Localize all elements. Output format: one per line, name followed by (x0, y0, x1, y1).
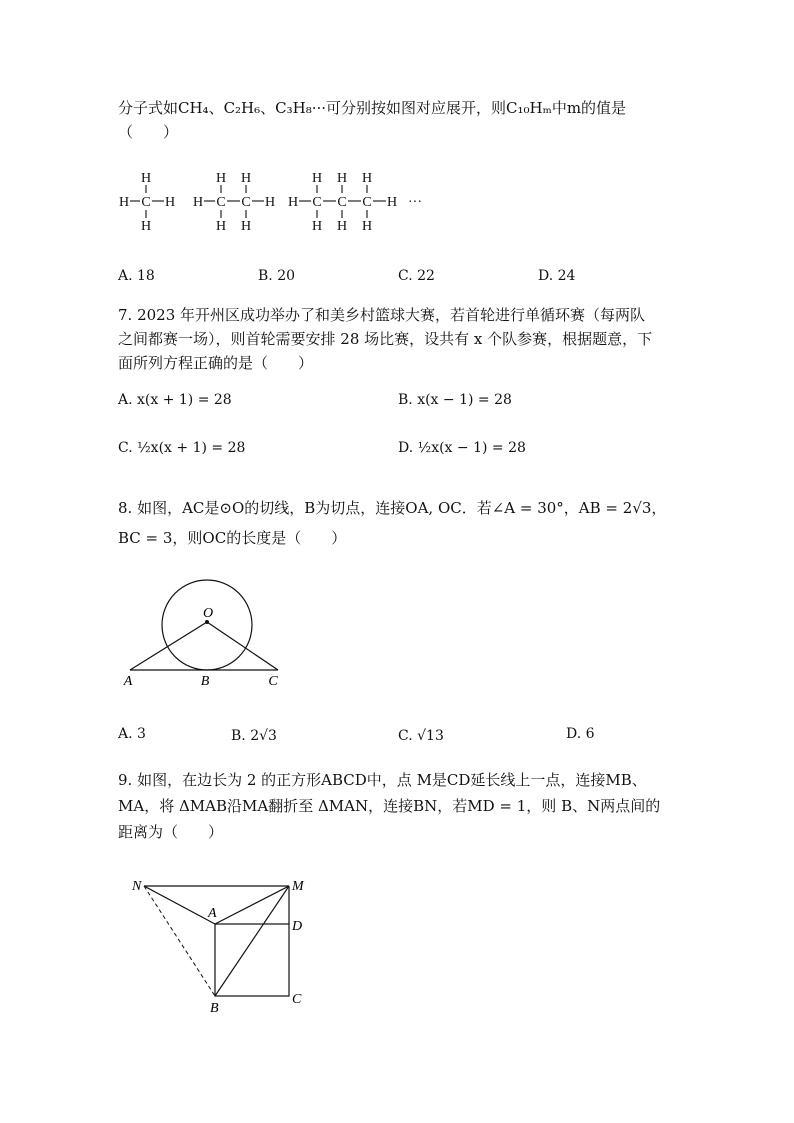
q9-square-fold-diagram (118, 872, 318, 1022)
q8-line1: 8. 如图，AC是⊙O的切线，B为切点，连接OA, OC．若∠A = 30°，AB = 2√3， (118, 499, 667, 517)
q7-option-d[interactable]: D. ½x(x − 1) = 28 (398, 440, 526, 456)
mol3-h-bot2: H (336, 219, 348, 234)
mol3-ellipsis: ··· (408, 195, 422, 210)
segment-ma (215, 886, 289, 924)
q8-line2: BC = 3，则OC的长度是（ ） (118, 529, 347, 547)
q7-line1: 7. 2023 年开州区成功举办了和美乡村篮球大赛，若首轮进行单循环赛（每两队 (118, 306, 646, 324)
label-b: B (210, 1001, 219, 1016)
mol3-h-top3: H (361, 171, 373, 186)
mol3-h-left: H (287, 195, 299, 210)
label-a: A (123, 674, 133, 689)
label-o: O (202, 606, 214, 621)
mol1-h-top: H (140, 171, 152, 186)
mol3-h-top2: H (336, 171, 348, 186)
label-m: M (292, 879, 304, 894)
segment-na (144, 886, 215, 924)
mol2-c1: C (216, 195, 226, 210)
mol2-h-bot2: H (240, 219, 252, 234)
q9-line1: 9. 如图，在边长为 2 的正方形ABCD中，点 M是CD延长线上一点，连接MB、 (118, 771, 647, 789)
label-d: D (292, 919, 303, 934)
q7-option-c[interactable]: C. ½x(x + 1) = 28 (118, 440, 246, 456)
q7-option-a[interactable]: A. x(x + 1) = 28 (118, 392, 232, 408)
q7-option-b[interactable]: B. x(x − 1) = 28 (398, 392, 512, 408)
q8-option-a[interactable]: A. 3 (118, 726, 146, 742)
square-abcd (215, 924, 289, 996)
q6-option-d[interactable]: D. 24 (538, 268, 576, 284)
label-c: C (268, 674, 278, 689)
label-c: C (292, 992, 302, 1007)
mol3-c1: C (312, 195, 322, 210)
q6-molecule-diagram (112, 166, 432, 238)
q6-option-a[interactable]: A. 18 (118, 268, 155, 284)
q8-option-b[interactable]: B. 2√3 (231, 728, 277, 744)
q8-tangent-diagram (110, 572, 310, 692)
q7-line2: 之间都赛一场），则首轮需要安排 28 场比赛，设共有 x 个队参赛，根据题意，下 (118, 330, 653, 348)
label-a: A (208, 906, 217, 921)
mol2-h-left: H (192, 195, 204, 210)
q7-line3: 面所列方程正确的是（ ） (118, 354, 314, 372)
mol1-c: C (141, 195, 151, 210)
q6-option-c[interactable]: C. 22 (398, 268, 435, 284)
mol1-h-right: H (164, 195, 176, 210)
mol2-h-top1: H (215, 171, 227, 186)
mol3-h-bot1: H (311, 219, 323, 234)
q9-line2: MA，将 ΔMAB沿MA翻折至 ΔMAN，连接BN，若MD = 1，则 B、N两点间的 (118, 797, 661, 815)
segment-bn-dashed (144, 886, 215, 996)
q6-stem (118, 98, 626, 118)
q6-paren: （ ） (118, 123, 179, 141)
q8-option-d[interactable]: D. 6 (566, 726, 595, 742)
segment-oc (207, 622, 278, 670)
segment-mb (215, 886, 289, 996)
label-b: B (200, 674, 210, 689)
q9-line3: 距离为（ ） (118, 823, 224, 841)
label-n: N (132, 879, 142, 894)
segment-oa (130, 622, 207, 670)
circle-o (162, 580, 252, 670)
mol3-h-right: H (386, 195, 398, 210)
mol3-h-bot3: H (361, 219, 373, 234)
mol1-h-bottom: H (140, 219, 152, 234)
q6-option-b[interactable]: B. 20 (258, 268, 296, 284)
mol3-c3: C (362, 195, 372, 210)
mol2-h-top2: H (240, 171, 252, 186)
mol1-h-left: H (118, 195, 130, 210)
mol3-h-top1: H (311, 171, 323, 186)
q8-option-c[interactable]: C. √13 (398, 728, 444, 744)
mol2-c2: C (241, 195, 251, 210)
q6-stem-text: 分子式如CH₄、C₂H₆、C₃H₈···可分别按如图对应展开，则C₁₀Hₘ中m的值是 (118, 99, 627, 117)
mol2-h-bot1: H (215, 219, 227, 234)
mol2-h-right: H (264, 195, 276, 210)
mol3-c2: C (337, 195, 347, 210)
